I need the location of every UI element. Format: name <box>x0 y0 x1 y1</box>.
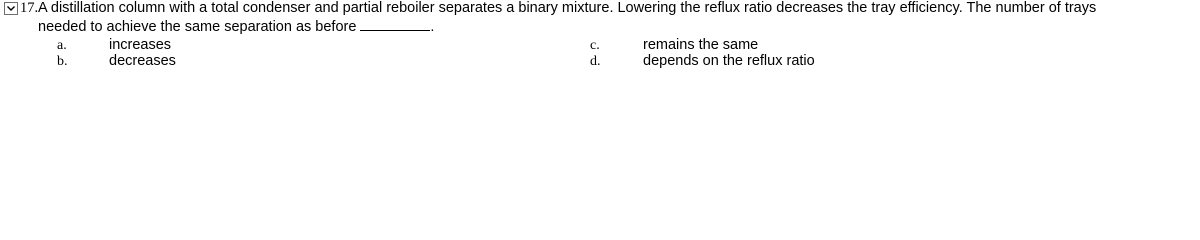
choice-a-letter: a. <box>57 38 67 53</box>
choice-b-text: decreases <box>109 53 176 69</box>
question-text-line2 <box>38 18 434 36</box>
answer-blank <box>360 18 430 31</box>
answer-dropdown[interactable] <box>4 2 18 15</box>
choice-c-text: remains the same <box>643 37 759 53</box>
choice-b-letter: b. <box>57 54 68 69</box>
choice-c-letter: c. <box>590 38 600 53</box>
question-text-line1: A distillation column with a total condenser and partial reboiler separates a binary mixture. Lowering the reflux ratio decreases the tray efficiency. The number of trays <box>38 0 1097 16</box>
question-text-before-blank: needed to achieve the same separation as before <box>38 19 357 35</box>
chevron-down-icon <box>7 6 15 11</box>
choice-a-text: increases <box>109 37 172 53</box>
choice-d-text: depends on the reflux ratio <box>643 53 815 69</box>
question-number: 17. <box>20 0 39 16</box>
choice-d-letter: d. <box>590 54 601 69</box>
question-text-after-blank: . <box>430 19 435 35</box>
